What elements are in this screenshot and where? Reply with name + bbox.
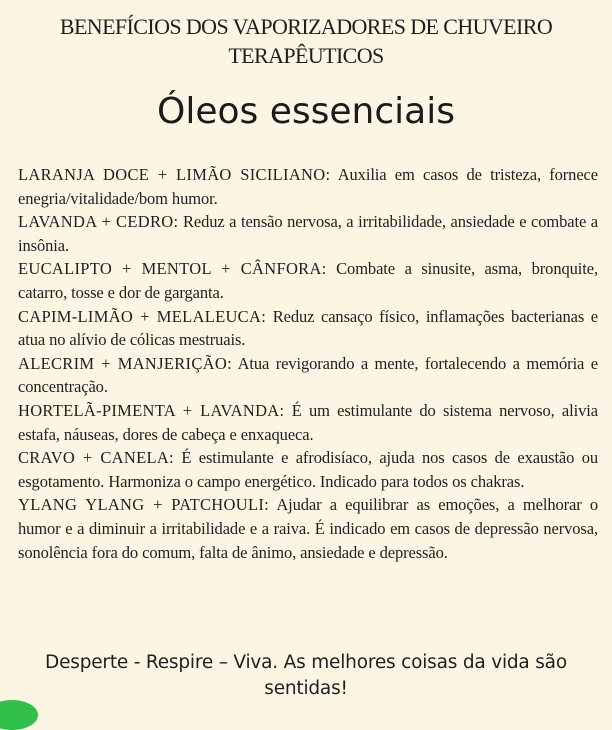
oil-item-cravo-canela [18, 446, 598, 493]
footer-slogan: Desperte - Respire – Viva. As melhores coisas da vida são sentidas! [45, 652, 567, 699]
oil-item-name: YLANG YLANG + PATCHOULI: [18, 495, 270, 515]
oil-item-name: EUCALIPTO + MENTOL + CÂNFORA: [18, 259, 327, 279]
oil-item-hortela-lavanda [18, 399, 598, 446]
oil-item-text: É um estimulante do sistema nervoso, alivia estafa, náuseas, dores de cabeça e enxaqueca. [18, 400, 598, 444]
header-title: BENEFÍCIOS DOS VAPORIZADORES DE CHUVEIRO TERAPÊUTICOS [59, 14, 553, 68]
oil-item-text: Ajudar a equilibrar as emoções, a melhorar o humor e a diminuir a irritabilidade e a raiva. É indicado em casos de depressão nervosa, sonolência fora do comum, falta de ânimo, ansiedade e depressão. [18, 495, 598, 562]
oil-item-eucalipto-mentol-canfora [18, 257, 598, 304]
oil-item-text: Auxilia em casos de tristeza, fornece enegria/vitalidade/bom humor. [18, 165, 598, 208]
oil-item-name: CRAVO + CANELA: [18, 448, 174, 468]
oil-item-laranja-limao [18, 163, 598, 210]
oil-item-text: Reduz cansaço físico, inflamações bacterianas e atua no alívio de cólicas mestruais. [18, 306, 598, 350]
section-title: Óleos essenciais [157, 91, 455, 132]
oil-item-capim-limao-melaleuca [18, 305, 598, 352]
oil-item-lavanda-cedro [18, 210, 598, 257]
oil-item-alecrim-manjericao [18, 352, 598, 399]
oil-item-ylang-patchouli [18, 493, 598, 564]
oil-item-name: CAPIM-LIMÃO + MELALEUCA: [18, 306, 267, 326]
oil-item-text: Combate a sinusite, asma, bronquite, catarro, tosse e dor de garganta. [18, 259, 598, 302]
oil-item-text: Atua revigorando a mente, fortalecendo a memória e concentração. [18, 353, 598, 397]
oil-item-name: HORTELÃ-PIMENTA + LAVANDA: [18, 400, 285, 420]
oil-item-name: LARANJA DOCE + LIMÃO SICILIANO: [18, 165, 331, 184]
corner-accent-shape [0, 700, 38, 730]
oil-item-text: Reduz a tensão nervosa, a irritabilidade, ansiedade e combate a insônia. [18, 212, 599, 255]
oil-item-text: É estimulante e afrodisíaco, ajuda nos casos de exaustão ou esgotamento. Harmoniza o campo energético. Indicado para todos os chakras. [18, 448, 599, 491]
oil-item-name: LAVANDA + CEDRO: [18, 212, 179, 232]
oil-list [18, 163, 598, 564]
oil-item-name: ALECRIM + MANJERIÇÃO: [18, 353, 232, 373]
